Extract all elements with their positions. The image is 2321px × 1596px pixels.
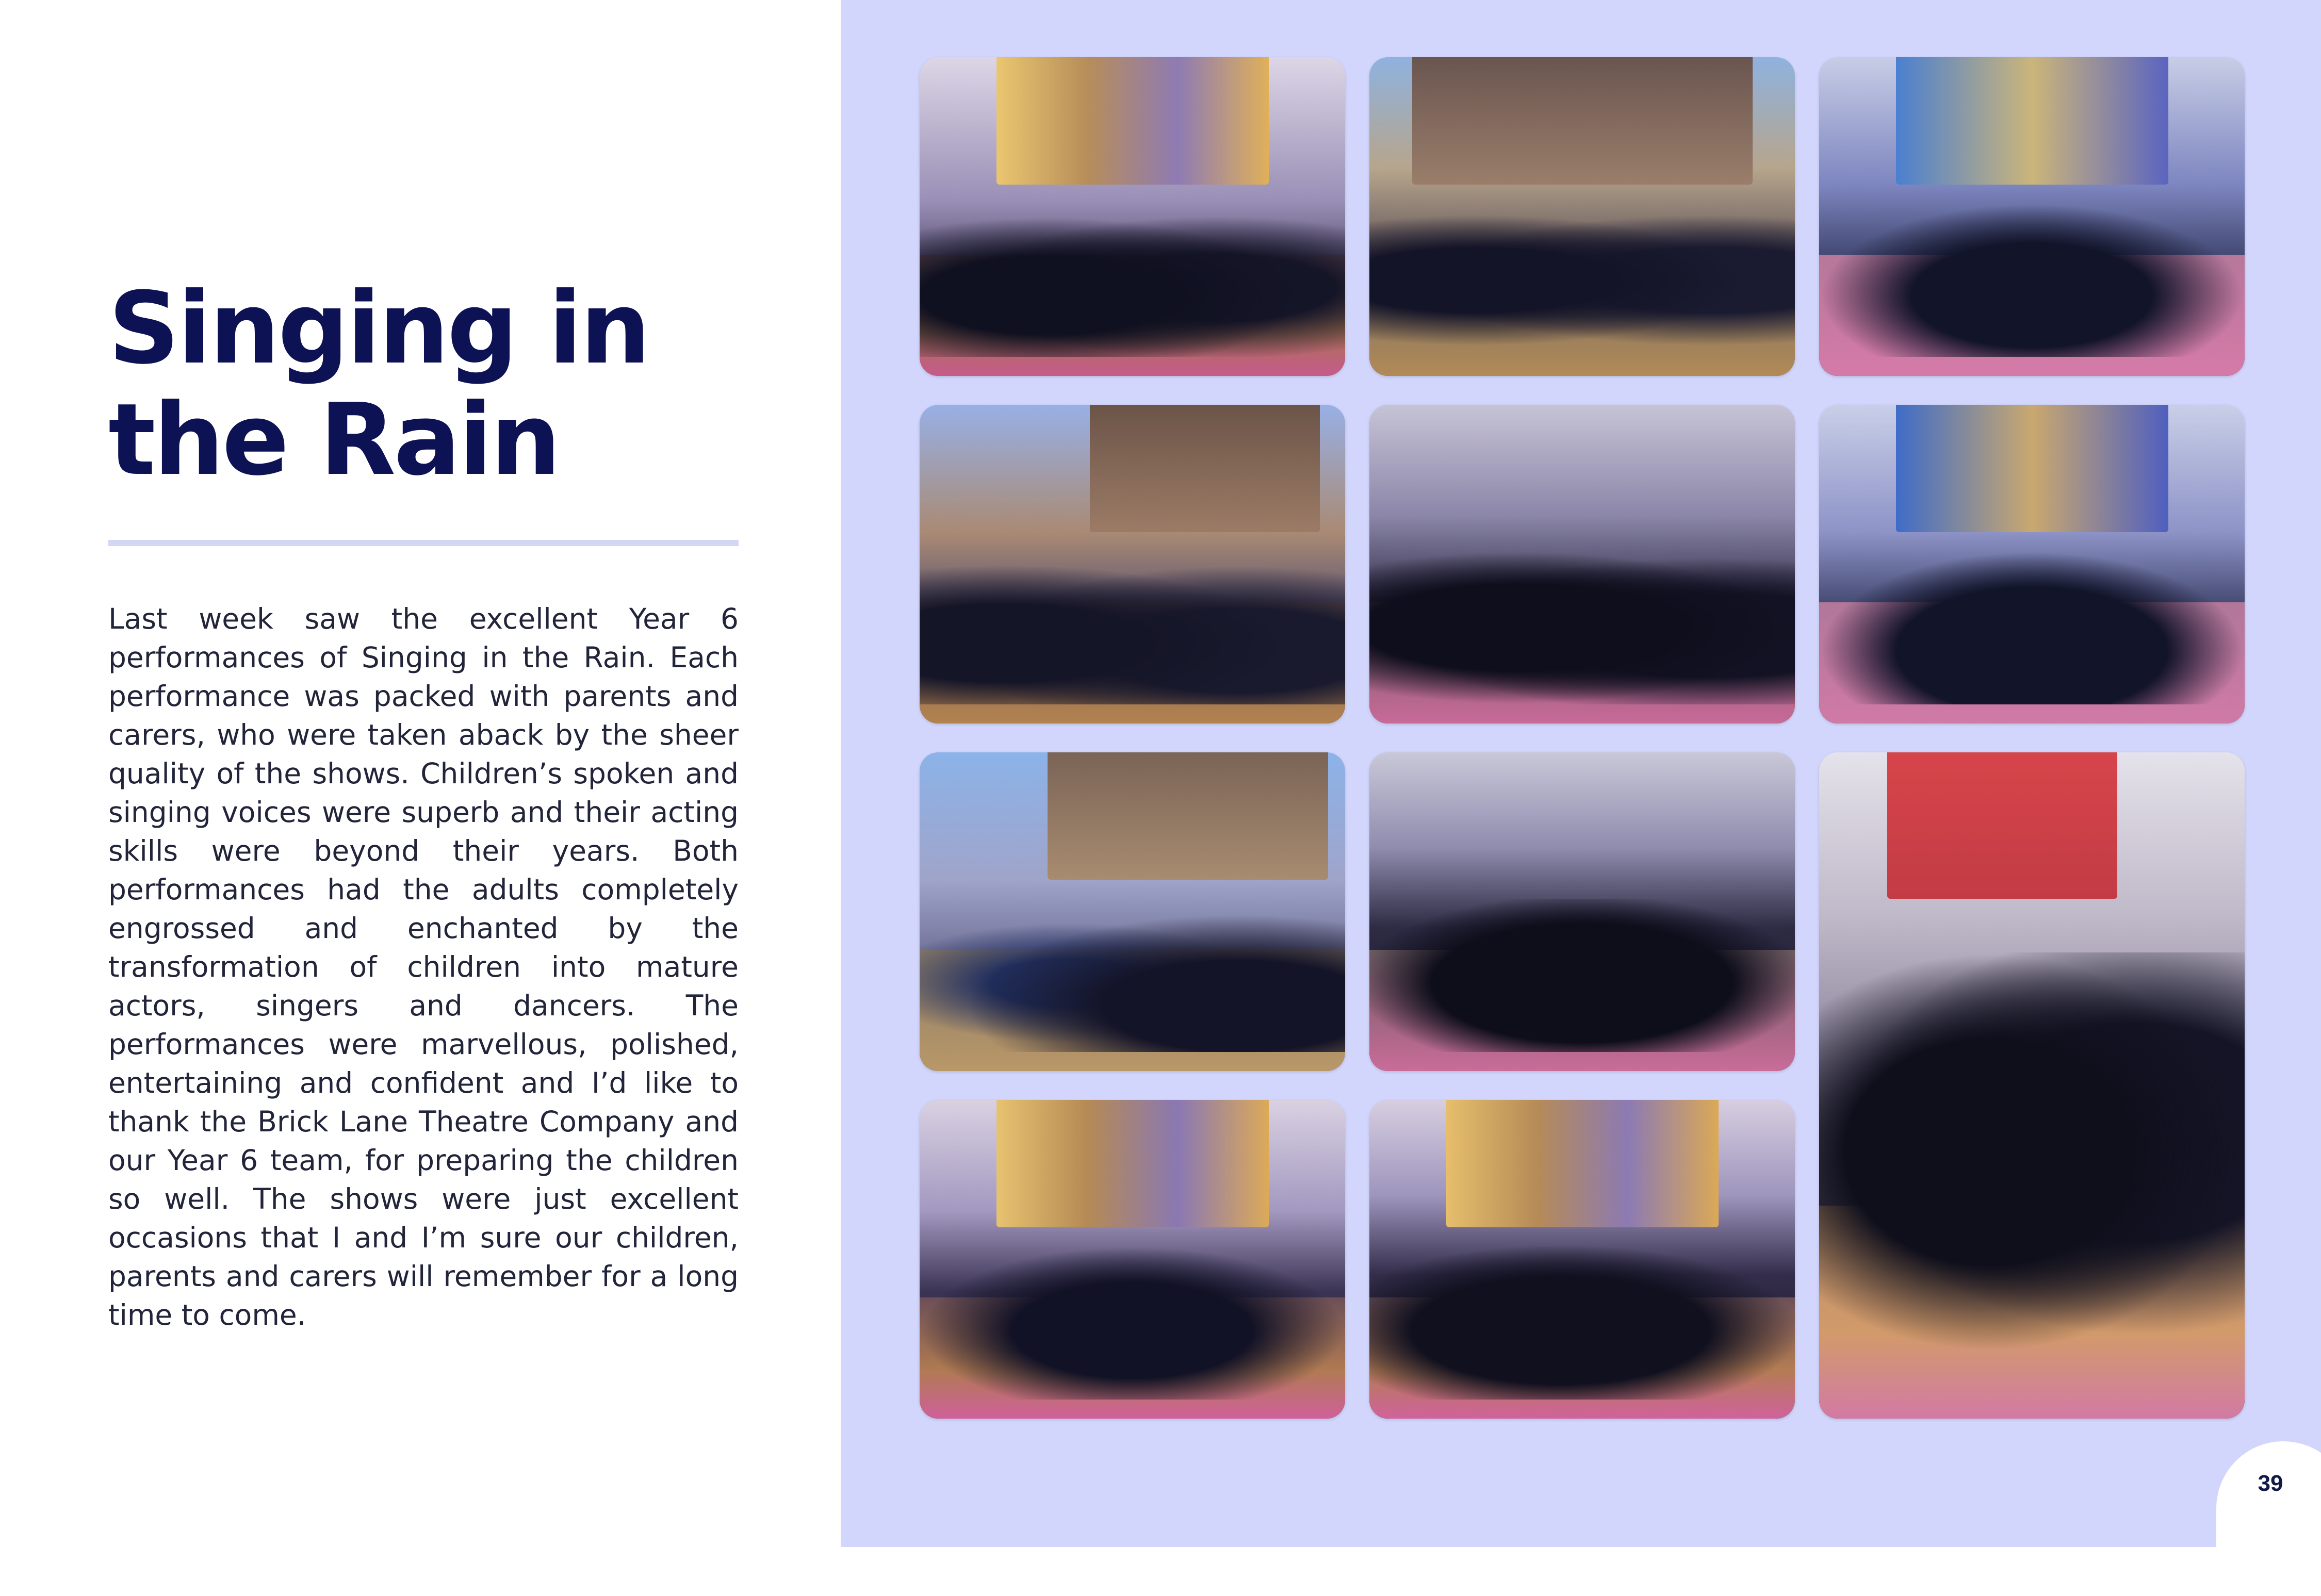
performance-photo-5 bbox=[1369, 405, 1795, 723]
title-divider bbox=[108, 540, 739, 546]
performance-photo-1 bbox=[920, 57, 1345, 376]
performance-photo-6 bbox=[1819, 405, 2245, 723]
title-line-2: the Rain bbox=[108, 383, 559, 498]
performance-photo-11 bbox=[1369, 1100, 1795, 1419]
performance-photo-8 bbox=[1369, 752, 1795, 1071]
article-body: Last week saw the excellent Year 6 performances of Singing in the Rain. Each performance was packed with parents and carers, who were taken aback by the sheer quality of the shows. Children’s spoken and singing voices were superb and their acting skills were beyond their years. Both performances had the adults completely engrossed and enchanted by the transformation of children into mature actors, singers and dancers. The performances were marvellous, polished, entertaining and confident and I’d like to thank the Brick Lane Theatre Company and our Year 6 team, for preparing the children so well. The shows were just excellent occasions that I and I’m sure our children, parents and carers will remember for a long time to come. bbox=[108, 602, 739, 1331]
page-number: 39 bbox=[2258, 1471, 2283, 1496]
title-line-1: Singing in bbox=[108, 271, 649, 386]
performance-photo-2 bbox=[1369, 57, 1795, 376]
performance-photo-4 bbox=[920, 405, 1345, 723]
performance-photo-3 bbox=[1819, 57, 2245, 376]
page-number-tab bbox=[2216, 1441, 2321, 1596]
performance-photo-10 bbox=[920, 1100, 1345, 1419]
performance-photo-7 bbox=[920, 752, 1345, 1071]
performance-photo-9 bbox=[1819, 752, 2245, 1419]
article-column bbox=[0, 0, 841, 1547]
article-title bbox=[108, 273, 779, 496]
